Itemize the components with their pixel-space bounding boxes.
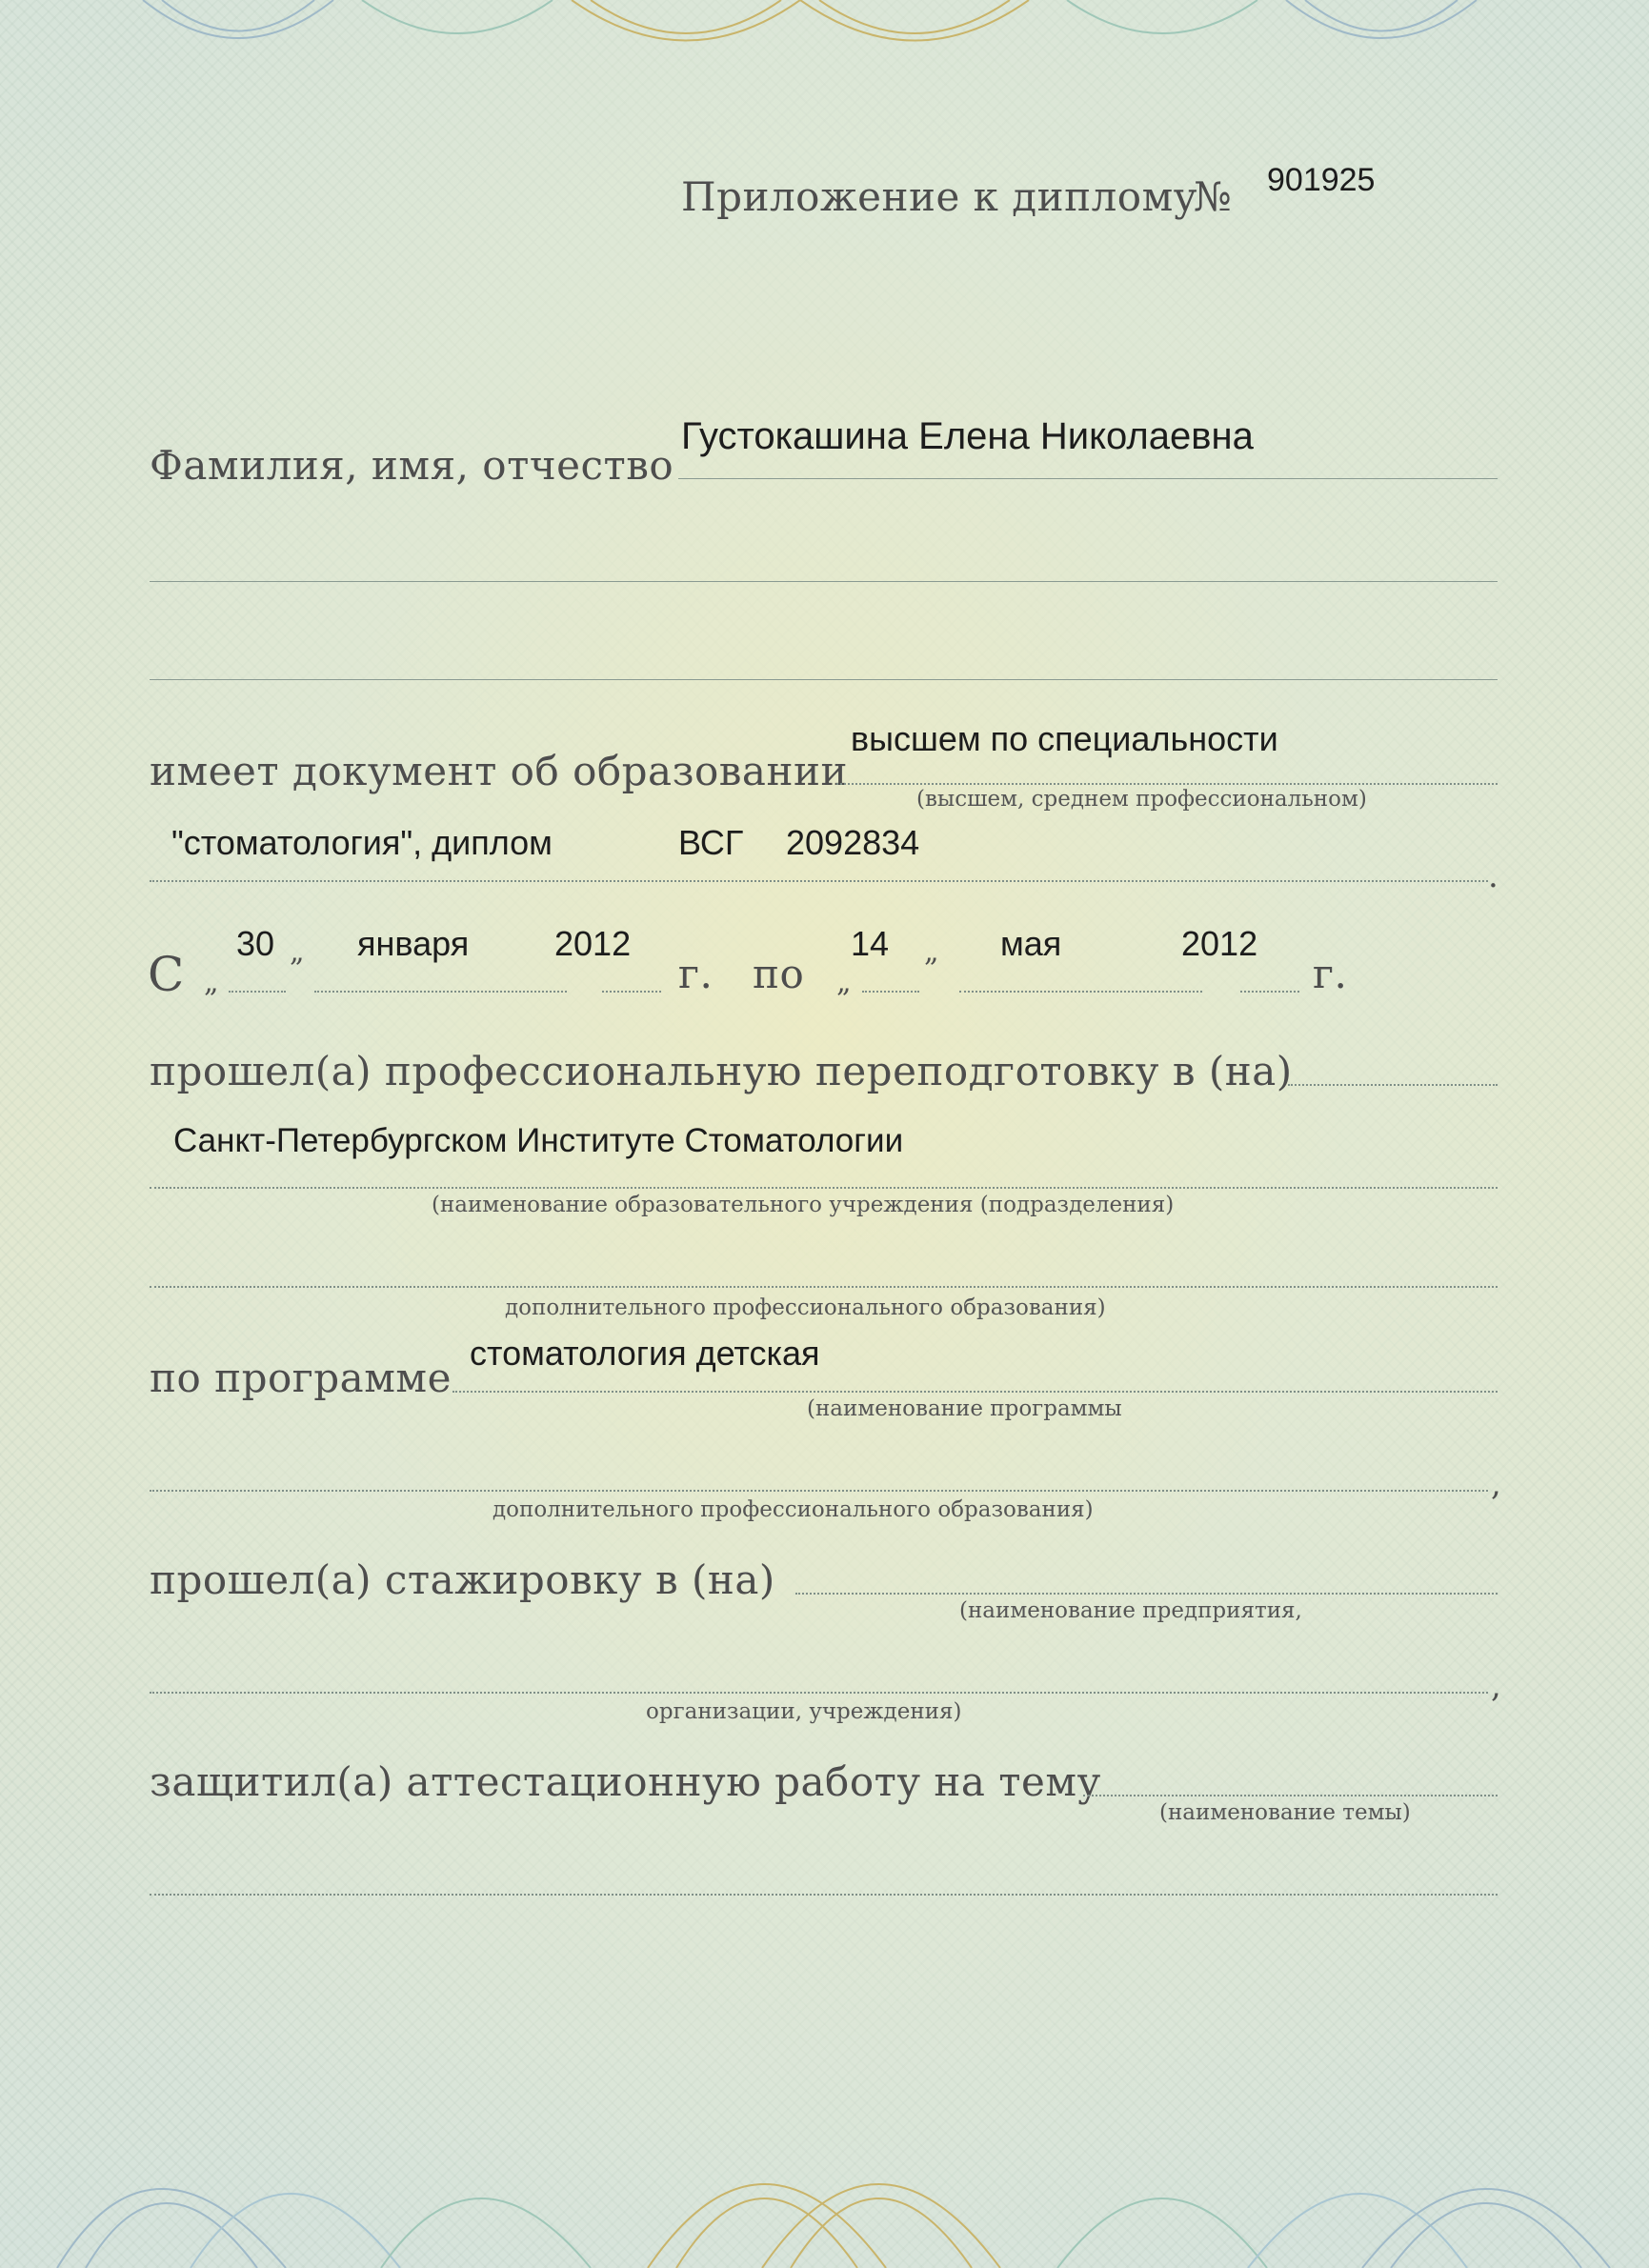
period-to-word: по <box>753 951 805 997</box>
education-end-dot: . <box>1488 857 1498 895</box>
to-year-line <box>1240 991 1299 993</box>
period-to-day: 14 <box>851 924 890 963</box>
diploma-supplement-number: 901925 <box>1267 162 1376 198</box>
document-title: Приложение к диплому <box>681 173 1197 220</box>
period-from-close-quote: „ <box>290 935 305 969</box>
internship-label: прошел(а) стажировку в (на) <box>150 1556 775 1603</box>
internship-dotted-line-2 <box>150 1692 1488 1694</box>
fio-extra-line-1 <box>150 581 1498 582</box>
period-to-month: мая <box>1000 924 1062 963</box>
period-year-suffix-2: г. <box>1313 951 1348 997</box>
period-from-prefix: С <box>148 947 185 1002</box>
program-hint-1: (наименование программы <box>807 1396 1122 1421</box>
period-to-open-quote: „ <box>836 966 852 999</box>
period-to-close-quote: „ <box>924 935 939 969</box>
retraining-hint-1: (наименование образовательного учреждения (подразделения) <box>432 1193 1175 1217</box>
education-specialty: "стоматология", диплом <box>171 823 553 862</box>
education-label: имеет документ об образовании <box>150 748 848 794</box>
period-to-year: 2012 <box>1181 924 1258 963</box>
internship-hint-1: (наименование предприятия, <box>959 1598 1302 1623</box>
internship-comma: , <box>1491 1667 1501 1705</box>
retraining-label: прошел(а) профессиональную переподготовку в (на) <box>150 1048 1293 1094</box>
from-day-line <box>229 991 286 993</box>
to-month-line <box>959 991 1202 993</box>
from-month-line <box>314 991 567 993</box>
program-dotted-line-2 <box>150 1490 1488 1492</box>
thesis-hint: (наименование темы) <box>1159 1800 1411 1825</box>
education-dotted-line-2 <box>150 880 1488 882</box>
period-from-open-quote: „ <box>204 966 219 999</box>
fio-underline <box>678 478 1498 479</box>
retraining-dotted-line-3 <box>150 1286 1498 1288</box>
retraining-dotted-line-2 <box>150 1187 1498 1189</box>
period-from-day: 30 <box>236 924 275 963</box>
retraining-hint-2: дополнительного профессионального образования) <box>505 1295 1106 1320</box>
fio-value: Густокашина Елена Николаевна <box>681 415 1254 457</box>
retraining-dotted-line-1 <box>1288 1084 1498 1086</box>
program-label: по программе <box>150 1355 452 1401</box>
internship-hint-2: организации, учреждения) <box>646 1699 962 1724</box>
thesis-dotted-line-1 <box>1083 1795 1498 1796</box>
period-from-year: 2012 <box>554 924 632 963</box>
education-hint: (высшем, среднем профессиональном) <box>916 787 1367 812</box>
retraining-institution: Санкт-Петербургском Институте Стоматологии <box>173 1122 904 1159</box>
number-sign: № <box>1194 173 1233 220</box>
fio-extra-line-2 <box>150 679 1498 680</box>
thesis-label: защитил(а) аттестационную работу на тему <box>150 1758 1101 1805</box>
period-from-month: января <box>357 924 470 963</box>
program-dotted-line-1 <box>452 1391 1498 1393</box>
thesis-dotted-line-2 <box>150 1894 1498 1896</box>
to-day-line <box>862 991 919 993</box>
bottom-guilloche-ornament <box>0 2091 1649 2268</box>
education-dotted-line <box>836 783 1498 785</box>
program-comma: , <box>1491 1465 1501 1503</box>
program-hint-2: дополнительного профессионального образования) <box>493 1497 1094 1522</box>
education-value: высшем по специальности <box>851 719 1278 758</box>
fio-label: Фамилия, имя, отчество <box>150 442 674 489</box>
internship-dotted-line-1 <box>795 1593 1498 1595</box>
diploma-series: ВСГ <box>678 823 744 862</box>
period-year-suffix: г. <box>678 951 714 997</box>
diploma-number: 2092834 <box>786 823 920 862</box>
from-year-line <box>602 991 661 993</box>
top-guilloche-ornament <box>0 0 1649 86</box>
program-value: стоматология детская <box>470 1334 820 1373</box>
